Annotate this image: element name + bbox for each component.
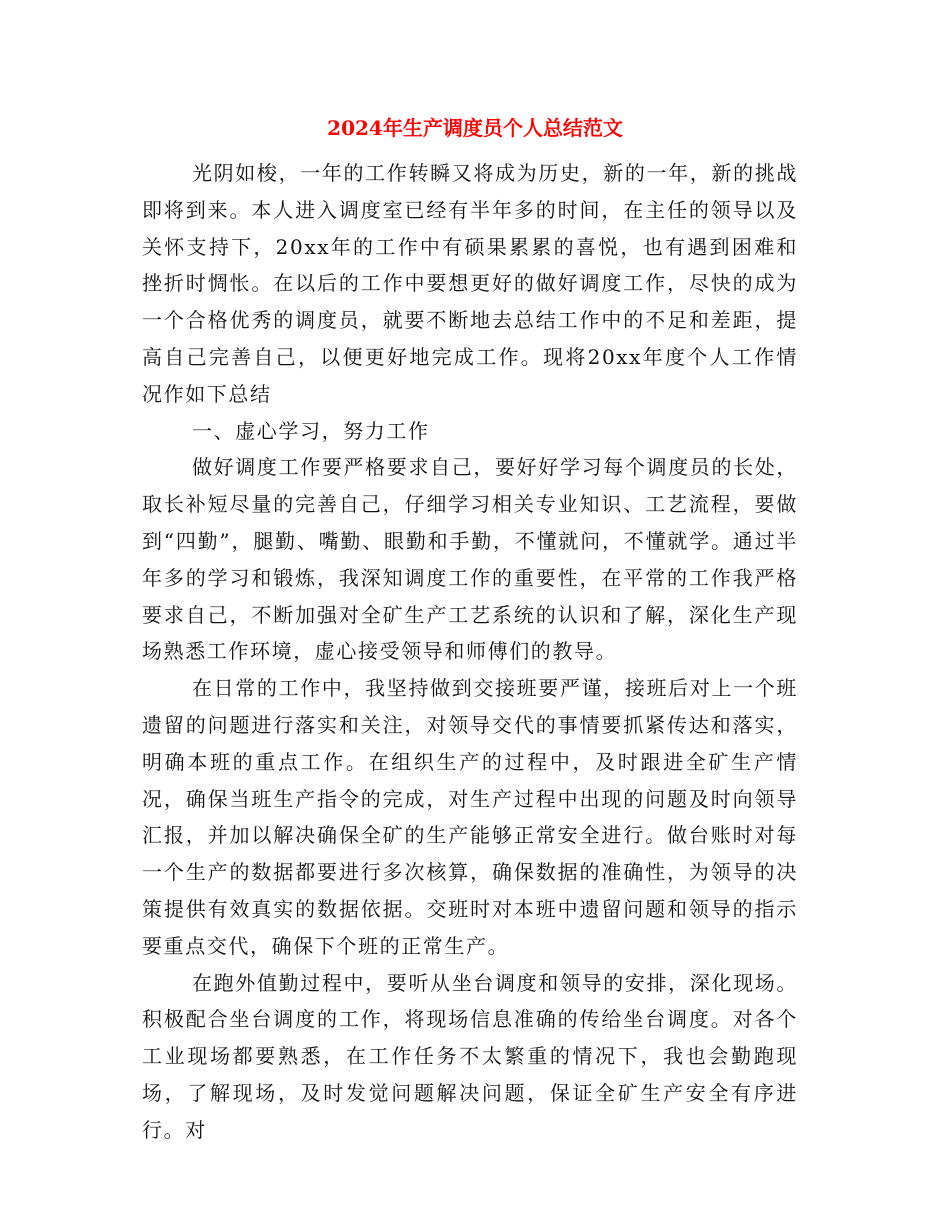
document-title: 2024年生产调度员个人总结范文 <box>327 116 623 140</box>
paragraph-daily-work: 在日常的工作中，我坚持做到交接班要严谨，接班后对上一个班遗留的问题进行落实和关注，对领导交代的事情要抓紧传达和落实，明确本班的重点工作。在组织生产的过程中，及时跟进全矿生产情况，确保当班生产指令的完成，对生产过程中出现的问题及时向领导汇报，并加以解决确保全矿的生产能够正常安全进行。做台账时对每一个生产的数据都要进行多次核算，确保数据的准确性，为领导的决策提供有效真实的数据依据。交班时对本班中遗留问题和领导的指示要重点交代，确保下个班的正常生产。 <box>142 676 798 958</box>
paragraph-intro: 光阴如梭，一年的工作转瞬又将成为历史，新的一年，新的挑战即将到来。本人进入调度室已经有半年多的时间，在主任的领导以及关怀支持下，20xx年的工作中有硕果累累的喜悦，也有遇到困难和挫折时惆怅。在以后的工作中要想更好的做好调度工作，尽快的成为一个合格优秀的调度员，就要不断地去总结工作中的不足和差距，提高自己完善自己，以便更好地完成工作。现将20xx年度个人工作情况作如下总结 <box>142 161 798 406</box>
section-heading-1: 一、虚心学习，努力工作 <box>192 418 430 443</box>
document-body <box>142 155 798 1149</box>
paragraph-field-duty: 在跑外值勤过程中，要听从坐台调度和领导的安排，深化现场。积极配合坐台调度的工作，将现场信息准确的传给坐台调度。对各个工业现场都要熟悉，在工作任务不太繁重的情况下，我也会勤跑现场，了解现场，及时发觉问题解决问题，保证全矿生产安全有序进行。对 <box>142 970 798 1142</box>
paragraph-study: 做好调度工作要严格要求自己，要好好学习每个调度员的长处，取长补短尽量的完善自己，仔细学习相关专业知识、工艺流程，要做到“四勤”，腿勤、嘴勤、眼勤和手勤，不懂就问，不懂就学。通过半年多的学习和锻炼，我深知调度工作的重要性，在平常的工作我严格要求自己，不断加强对全矿生产工艺系统的认识和了解，深化生产现场熟悉工作环境，虚心接受领导和师傅们的教导。 <box>142 455 798 664</box>
